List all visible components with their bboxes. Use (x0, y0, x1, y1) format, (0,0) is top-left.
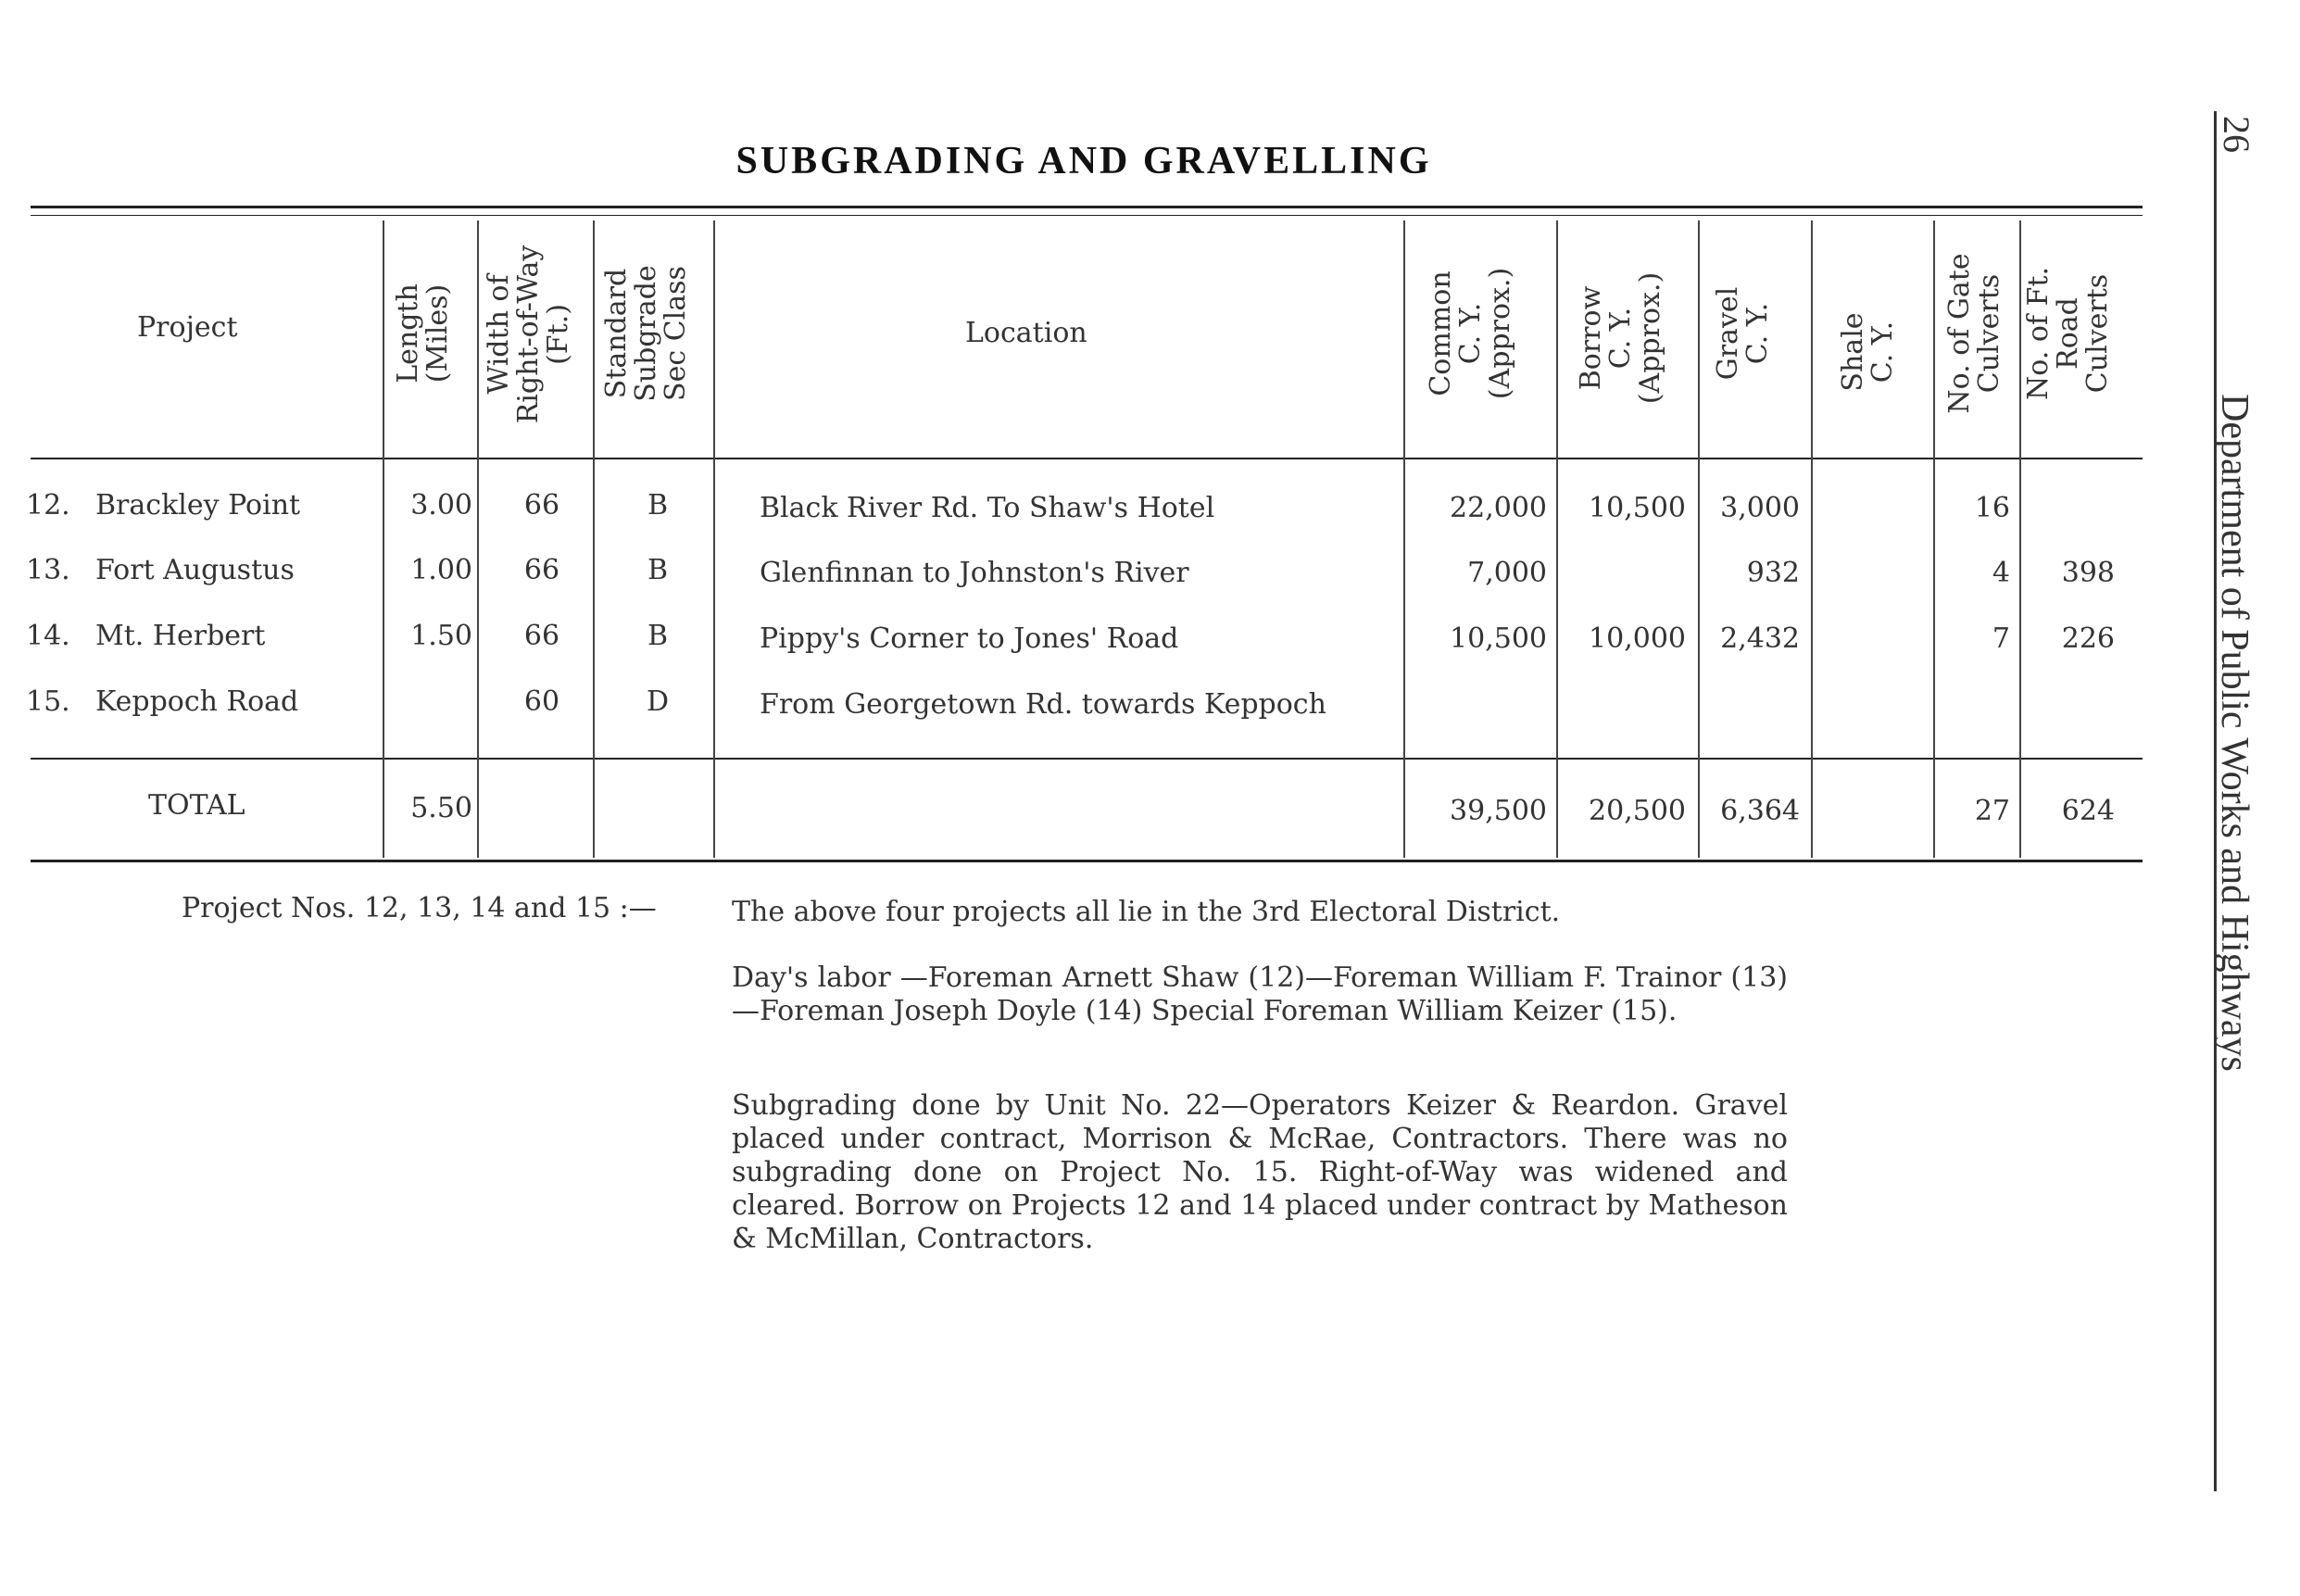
row-class: B (647, 554, 669, 586)
row-gravel: 932 (1746, 557, 1800, 589)
row-width: 66 (523, 554, 560, 586)
row-location: From Georgetown Rd. towards Keppoch (760, 688, 1326, 721)
row-common: 10,500 (1450, 622, 1547, 655)
row-gate: 4 (1992, 557, 2010, 589)
total-borrow: 20,500 (1589, 795, 1686, 827)
row-project: Fort Augustus (95, 554, 295, 586)
header-gravel-cy: Gravel C. Y. (1712, 286, 1774, 381)
notes-paragraph: The above four projects all lie in the 3rd Electoral District. (732, 896, 1561, 928)
col-divider (383, 220, 384, 858)
row-gate: 16 (1974, 492, 2010, 524)
row-common: 22,000 (1450, 492, 1547, 524)
col-divider (593, 220, 595, 858)
row-length: 1.00 (410, 554, 472, 586)
row-width: 66 (523, 489, 560, 522)
col-divider (477, 220, 479, 858)
header-common-cy: Common C. Y. (Approx.) (1425, 267, 1516, 400)
row-location: Glenfinnan to Johnston's River (760, 557, 1189, 589)
page-number: 26 (2216, 116, 2257, 153)
notes-label: Project Nos. 12, 13, 14 and 15 :— (182, 892, 657, 924)
row-project: Mt. Herbert (95, 620, 266, 652)
row-project: Brackley Point (95, 489, 301, 522)
col-divider (1698, 220, 1700, 858)
total-road: 624 (2061, 795, 2115, 827)
row-number: 13. (26, 554, 70, 586)
row-gravel: 2,432 (1720, 622, 1800, 655)
row-location: Black River Rd. To Shaw's Hotel (760, 492, 1215, 524)
notes-paragraph: Day's labor —Foreman Arnett Shaw (12)—Foreman William F. Trainor (13) —Foreman Joseph Doyle (14) Special Foreman William Keizer (15). (732, 961, 1788, 1027)
col-divider (1556, 220, 1558, 858)
row-length: 1.50 (410, 620, 472, 652)
row-class: B (647, 489, 669, 522)
row-length: 3.00 (410, 489, 472, 522)
row-class: D (646, 685, 670, 718)
total-common: 39,500 (1450, 795, 1547, 827)
total-label: TOTAL (148, 789, 245, 822)
row-road: 226 (2061, 622, 2115, 655)
header-gate-culverts: No. of Gate Culverts (1943, 253, 2005, 414)
table-bottom-rule (31, 860, 2143, 862)
col-divider (1811, 220, 1813, 858)
row-number: 12. (26, 489, 70, 522)
total-length: 5.50 (410, 792, 472, 824)
page-title: SUBGRADING AND GRAVELLING (735, 140, 1432, 182)
row-gravel: 3,000 (1720, 492, 1800, 524)
row-width: 66 (523, 620, 560, 652)
row-project: Keppoch Road (95, 685, 299, 718)
row-road: 398 (2061, 557, 2115, 589)
header-length: Length (Miles) (392, 283, 454, 383)
header-project: Project (137, 311, 238, 344)
header-standard-subgrade: Standard Subgrade Sec Class (600, 265, 692, 402)
col-divider (1403, 220, 1405, 858)
header-width-of-right-of-way: Width of Right-of-Way (Ft.) (483, 245, 574, 424)
row-number: 15. (26, 685, 70, 718)
row-location: Pippy's Corner to Jones' Road (760, 622, 1179, 655)
table-top-rule-thin (31, 215, 2143, 216)
row-borrow: 10,000 (1589, 622, 1686, 655)
department-heading: Department of Public Works and Highways (2213, 394, 2256, 1072)
header-shale-cy: Shale C. Y. (1837, 312, 1899, 392)
notes-paragraph: Subgrading done by Unit No. 22—Operators Keizer & Reardon. Gravel placed under contract, Morrison & McRae, Contractors. There was no subgrading done on Project No. 15. Right-of-Way was widened and cleared. Borrow on Projects 12 and 14 placed under contract by Matheson & McMillan, Contractors. (732, 1089, 1788, 1255)
header-bottom-rule (31, 458, 2143, 459)
col-divider (1933, 220, 1935, 858)
row-width: 60 (523, 685, 560, 718)
row-gate: 7 (1992, 622, 2010, 655)
total-top-rule (31, 758, 2143, 760)
row-number: 14. (26, 620, 70, 652)
row-borrow: 10,500 (1589, 492, 1686, 524)
row-common: 7,000 (1467, 557, 1547, 589)
header-location: Location (965, 317, 1087, 349)
total-gravel: 6,364 (1720, 795, 1800, 827)
header-borrow-cy: Borrow C. Y. (Approx.) (1575, 271, 1666, 405)
total-gate: 27 (1974, 795, 2010, 827)
row-class: B (647, 620, 669, 652)
header-road-culverts: No. of Ft. Road Culverts (2022, 267, 2114, 400)
col-divider (713, 220, 715, 858)
col-divider (2019, 220, 2021, 858)
table-top-rule (31, 206, 2143, 208)
